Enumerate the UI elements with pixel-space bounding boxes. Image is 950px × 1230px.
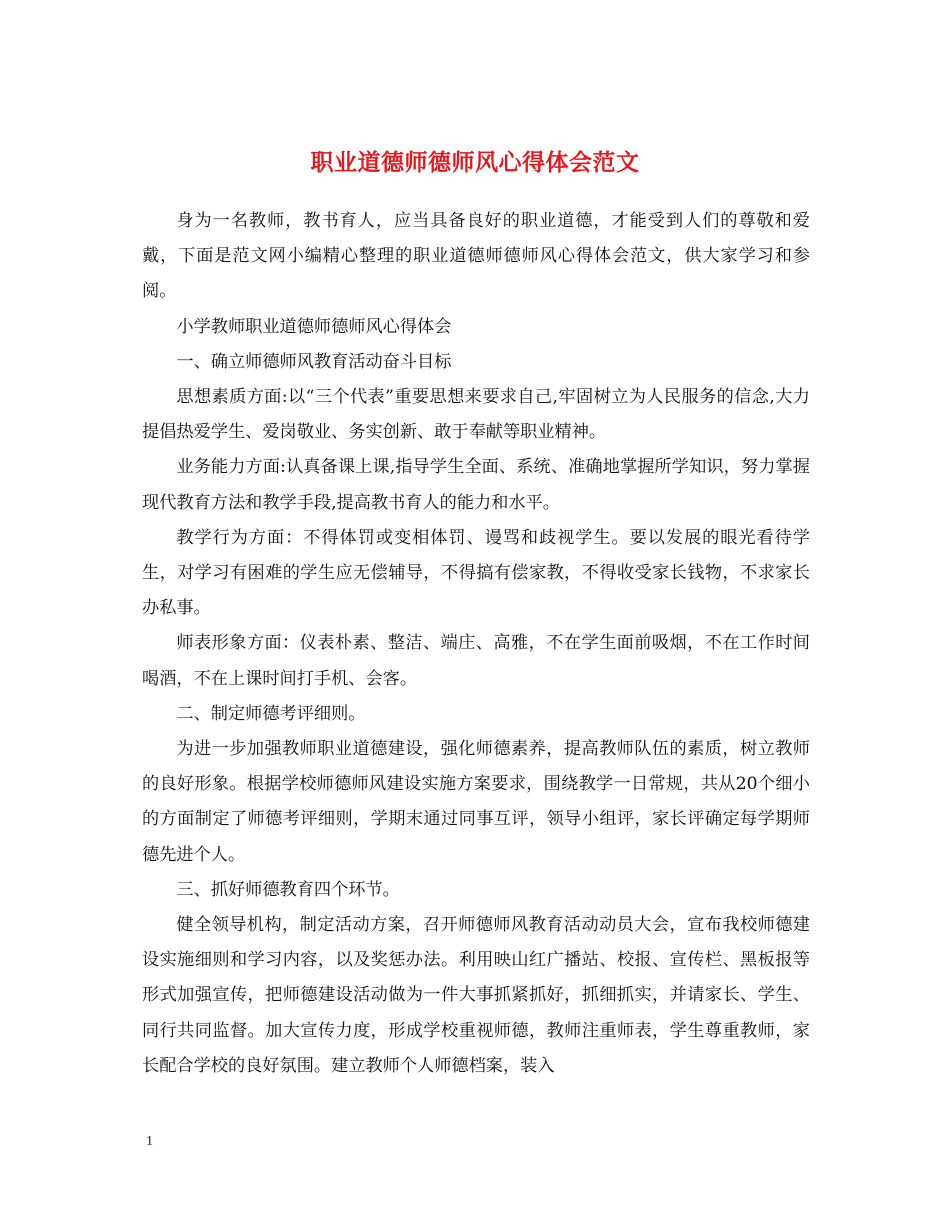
paragraph-ability: 业务能力方面:认真备课上课,指导学生全面、系统、准确地掌握所学知识，努力掌握现代教育方法和教学手段,提高教书育人的能力和水平。	[142, 457, 810, 513]
paragraph-evaluation: 为进一步加强教师职业道德建设，强化师德素养，提高教师队伍的素质，树立教师的良好形象。根据学校师德师风建设实施方案要求，围绕教学一日常规，共从20个细小的方面制定了师德考评细则，学期末通过同事互评，领导小组评，家长评确定每学期师德先进个人。	[142, 739, 810, 865]
section-heading-2: 二、制定师德考评细则。	[176, 703, 366, 724]
page-number: 1	[146, 1134, 153, 1149]
paragraph-ideology: 思想素质方面:以“三个代表”重要思想来要求自己,牢固树立为人民服务的信念,大力提倡热爱学生、爱岗敬业、务实创新、敢于奉献等职业精神。	[142, 387, 810, 443]
paragraph-image: 师表形象方面：仪表朴素、整洁、端庄、高雅，不在学生面前吸烟，不在工作时间喝酒，不在上课时间打手机、会客。	[142, 633, 810, 689]
paragraph-behavior: 教学行为方面：不得体罚或变相体罚、谩骂和歧视学生。要以发展的眼光看待学生，对学习有困难的学生应无偿辅导，不得搞有偿家教，不得收受家长钱物，不求家长办私事。	[142, 527, 810, 619]
paragraph-intro: 身为一名教师，教书育人，应当具备良好的职业道德，才能受到人们的尊敬和爱戴，下面是范文网小编精心整理的职业道德师德师风心得体会范文，供大家学习和参阅。	[142, 211, 810, 302]
document-title: 职业道德师德师风心得体会范文	[310, 149, 640, 177]
section-heading-3: 三、抓好师德教育四个环节。	[176, 879, 400, 900]
paragraph-subtitle: 小学教师职业道德师德师风心得体会	[176, 316, 452, 337]
section-heading-1: 一、确立师德师风教育活动奋斗目标	[176, 351, 452, 372]
paragraph-education: 健全领导机构，制定活动方案，召开师德师风教育活动动员大会，宣布我校师德建设实施细则和学习内容，以及奖惩办法。利用映山红广播站、校报、宣传栏、黑板报等形式加强宣传，把师德建设活动做为一件大事抓紧抓好，抓细抓实，并请家长、学生、同行共同监督。加大宣传力度，形成学校重视师德，教师注重师表，学生尊重教师，家长配合学校的良好氛围。建立教师个人师德档案，装入	[142, 915, 810, 1076]
document-body	[142, 204, 810, 1084]
